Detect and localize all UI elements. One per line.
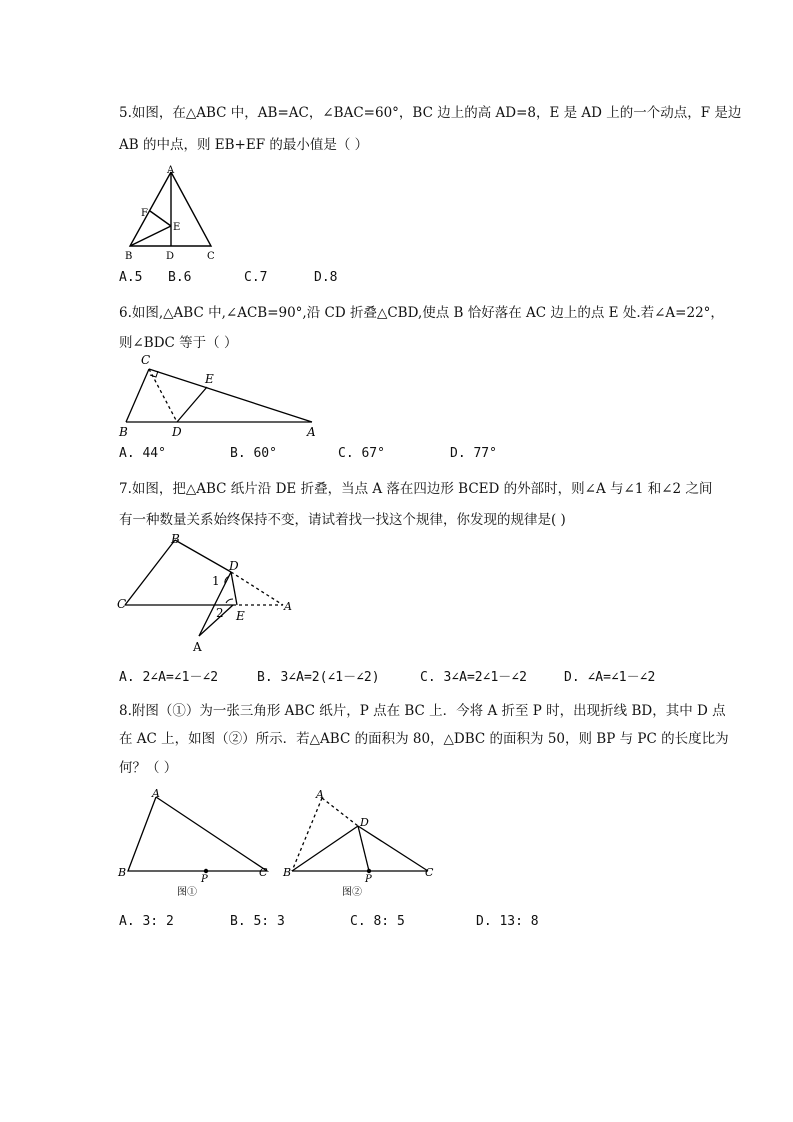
q7-option-a: A. 2∠A=∠1－∠2 <box>119 670 219 685</box>
q6-option-c: C. 67° <box>338 446 385 461</box>
q8-fig1-label-a: A <box>152 787 160 800</box>
q5-text-line1: 5.如图，在△ABC 中，AB=AC，∠BAC=60°，BC 边上的高 AD=8，E 是 AD 上的一个动点，F 是边 <box>119 105 742 121</box>
q6-option-a: A. 44° <box>119 446 166 461</box>
q8-option-d: D. 13: 8 <box>476 914 539 929</box>
q8-fig2-point-p <box>367 869 371 873</box>
q5-label-e: E <box>173 222 181 233</box>
q7-label-angle-1: 1 <box>212 574 220 588</box>
q8-fig1-label-p: P <box>201 874 208 885</box>
q7-option-b: B. 3∠A=2(∠1－∠2) <box>257 670 380 685</box>
q8-fig2-label-p: P <box>365 874 372 885</box>
q8-fig2-label-a: A <box>316 788 324 801</box>
q6-option-d: D. 77° <box>450 446 497 461</box>
q5-label-b: B <box>125 251 133 262</box>
q5-label-f: F <box>141 208 148 219</box>
q8-fig2-label-c: C <box>425 866 434 879</box>
q5-option-c: C.7 <box>244 270 268 285</box>
q6-label-a: A <box>307 425 316 439</box>
q5-label-a: A <box>167 165 175 176</box>
q7-label-b: B <box>171 532 180 546</box>
q6-label-e: E <box>205 372 214 386</box>
q7-text-line1: 7.如图，把△ABC 纸片沿 DE 折叠，当点 A 落在四边形 BCED 的外部时，则∠A 与∠1 和∠2 之间 <box>119 481 713 497</box>
q8-fig1-label-c: C <box>259 866 268 879</box>
q7-option-d: D. ∠A=∠1－∠2 <box>564 670 656 685</box>
q6-segment-bc <box>126 369 149 422</box>
q7-dashed-da <box>231 572 283 605</box>
q6-figure <box>115 350 325 442</box>
q7-figure <box>115 530 300 655</box>
q7-text-line2: 有一种数量关系始终保持不变，请试着找一找这个规律，你发现的规律是( ) <box>119 512 566 528</box>
q8-fig2-label-d: D <box>360 816 369 829</box>
q6-label-d: D <box>172 425 182 439</box>
q8-text-line1: 8.附图（①）为一张三角形 ABC 纸片，P 点在 BC 上．今将 A 折至 P 时，出现折线 BD，其中 D 点 <box>119 703 726 719</box>
q8-fig2-dashed-ad <box>322 798 358 826</box>
q7-label-d: D <box>229 559 239 573</box>
q6-label-b: B <box>119 425 128 439</box>
q7-segment-bd <box>175 540 231 572</box>
q8-fig1-label-b: B <box>118 866 127 879</box>
q5-text-line2: AB 的中点，则 EB+EF 的最小值是（ ） <box>119 137 369 153</box>
q8-fig2-caption: 图② <box>342 887 362 898</box>
q6-text-line1: 6.如图,△ABC 中,∠ACB=90°,沿 CD 折叠△CBD,使点 B 恰好落在 AC 边上的点 E 处.若∠A=22°， <box>119 305 724 321</box>
q5-figure <box>119 160 229 270</box>
q8-figure-2 <box>280 786 445 901</box>
q8-option-b: B. 5: 3 <box>230 914 285 929</box>
q5-label-c: C <box>207 251 215 262</box>
q8-fig2-label-b: B <box>283 866 292 879</box>
q8-fig1-caption: 图① <box>177 887 197 898</box>
q7-label-angle-2: 2 <box>216 606 224 620</box>
q6-segment-de <box>177 387 207 422</box>
q8-option-a: A. 3: 2 <box>119 914 174 929</box>
q7-fold-de <box>231 572 237 605</box>
q7-label-c: C <box>117 597 127 611</box>
q5-segment-fe <box>150 211 171 226</box>
q5-option-d: D.8 <box>314 270 338 285</box>
q7-segment-cb <box>125 540 175 605</box>
q7-option-c: C. 3∠A=2∠1－∠2 <box>420 670 527 685</box>
q8-text-line2: 在 AC 上，如图（②）所示．若△ABC 的面积为 80，△DBC 的面积为 50，则 BP 与 PC 的长度比为 <box>119 731 729 747</box>
q7-label-e: E <box>236 609 245 623</box>
q8-fig1-triangle <box>128 797 267 871</box>
q6-segment-ca <box>149 369 312 422</box>
q8-figure-1 <box>115 786 280 901</box>
q7-angle-2-arc <box>226 599 233 603</box>
q8-option-c: C. 8: 5 <box>350 914 405 929</box>
q6-label-c: C <box>141 353 151 367</box>
q7-label-a-fold: A <box>193 640 202 654</box>
q6-text-line2: 则∠BDC 等于（ ） <box>119 335 238 351</box>
q8-text-line3: 何？（ ） <box>119 760 178 776</box>
q7-label-a-orig: A <box>284 600 292 613</box>
q5-option-a: A.5 <box>119 270 143 285</box>
q5-label-d: D <box>166 251 175 262</box>
q5-option-b: B.6 <box>168 270 192 285</box>
q6-option-b: B. 60° <box>230 446 277 461</box>
q8-fig2-segment-dc <box>358 826 428 871</box>
q8-fig1-point-p <box>204 869 208 873</box>
